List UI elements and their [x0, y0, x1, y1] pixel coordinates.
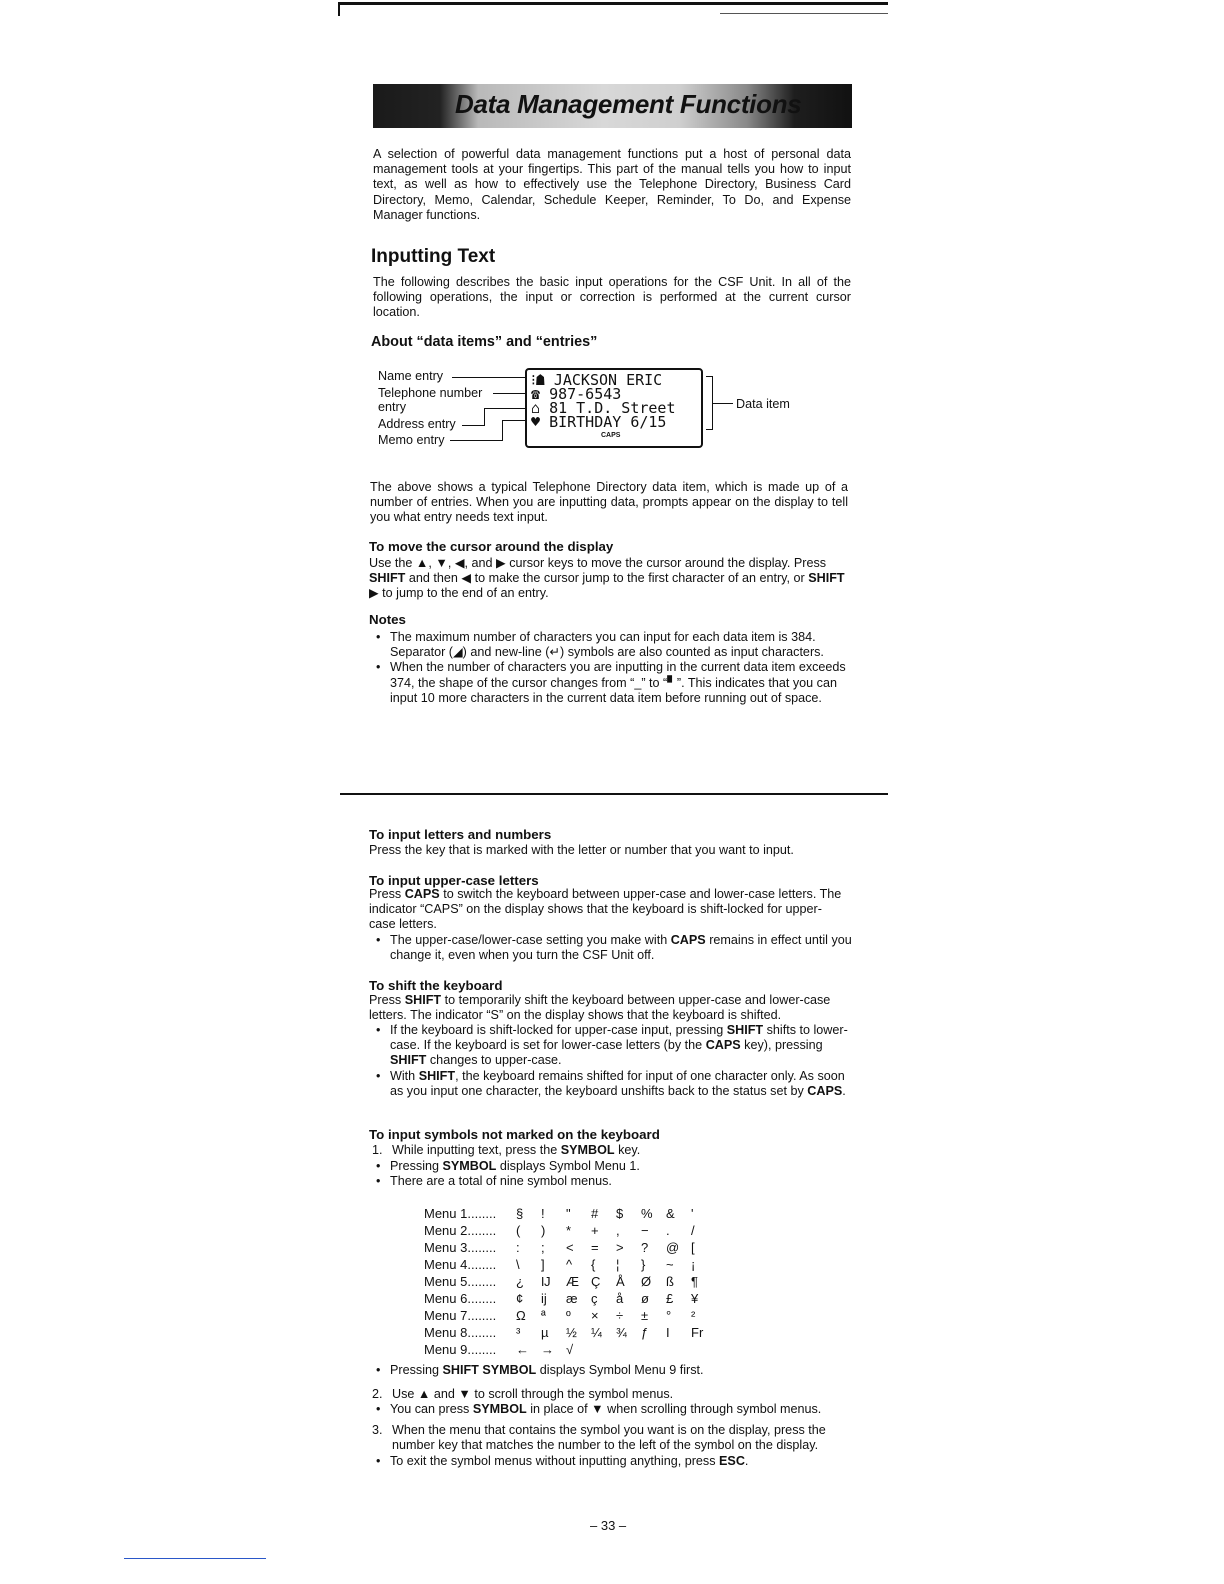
list-item: • Pressing SHIFT SYMBOL displays Symbol Menu 9 first. [372, 1363, 852, 1378]
name-icon: ⁝☗ [531, 371, 554, 389]
lcd-display [525, 368, 703, 448]
notes-list [372, 630, 850, 706]
symbols-list-3 [372, 1402, 852, 1417]
list-item: • To exit the symbol menus without inputting anything, press ESC. [372, 1454, 852, 1469]
shift-keyboard-list [372, 1023, 848, 1099]
address-leader-h [462, 425, 484, 426]
memo-leader-v [502, 420, 503, 441]
notes-heading: Notes [369, 612, 406, 627]
memo-leader-top [502, 420, 526, 421]
data-item-leader [713, 403, 733, 404]
table-row: Menu 3........ : ; < = > ? @ [ [424, 1240, 695, 1255]
top-rule-thin [720, 13, 888, 14]
name-leader [452, 377, 526, 378]
upper-case-list [372, 933, 852, 963]
name-entry-label: Name entry [378, 369, 444, 383]
house-icon: ⌂ [531, 399, 550, 417]
symbols-heading: To input symbols not marked on the keyboard [369, 1127, 660, 1142]
list-item: • There are a total of nine symbol menus. [372, 1174, 852, 1189]
list-item: • Pressing SYMBOL displays Symbol Menu 1. [372, 1159, 852, 1174]
table-row: Menu 1........ § ! " # $ % & ' [424, 1206, 694, 1221]
lcd-memo: BIRTHDAY 6/15 [549, 413, 667, 431]
page-number: – 33 – [590, 1518, 627, 1533]
list-item: • You can press SYMBOL in place of ▼ when scrolling through symbol menus. [372, 1402, 852, 1417]
address-entry-label: Address entry [378, 417, 456, 431]
inputting-text-body: The following describes the basic input operations for the CSF Unit. In all of the following operations, the input or correction is performed at the current cursor location. [373, 275, 851, 320]
symbols-step-2: 2. Use ▲ and ▼ to scroll through the symbol menus. [372, 1387, 674, 1401]
telephone-leader [493, 393, 526, 394]
list-item: • When the number of characters you are inputting in the current data item exceeds 374, the shape of the cursor changes from “_” to “▘”. This indicates that you can input 10 more characters in the current data item before running out of space. [372, 660, 850, 706]
lcd-name: JACKSON ERIC [553, 371, 663, 389]
top-rule-corner [338, 2, 340, 16]
letters-numbers-body: Press the key that is marked with the letter or number that you want to input. [369, 843, 794, 857]
address-leader-v [484, 408, 485, 426]
page-title: Data Management Functions [455, 89, 802, 119]
about-body: The above shows a typical Telephone Directory data item, which is made up of a number of entries. When you are inputting data, prompts appear on the display to tell you what entry needs text input. [370, 480, 848, 525]
telephone-entry-label-2: entry [378, 400, 406, 414]
memo-leader-h [450, 440, 502, 441]
table-row: Menu 2........ ( ) * + , − . / [424, 1223, 695, 1238]
data-item-bracket [706, 376, 713, 430]
data-item-label: Data item [736, 397, 790, 411]
inputting-text-heading: Inputting Text [371, 246, 496, 267]
heart-icon: ♥ [531, 413, 550, 431]
move-cursor-body: Use the ▲, ▼, ◀, and ▶ cursor keys to move the cursor around the display. Press SHIFT and then ◀ to make the cursor jump to the first character of an entry, or SHIFT ▶ to jump to the end of an entry. [369, 556, 845, 601]
section-banner [373, 84, 852, 128]
symbols-list-4 [372, 1454, 852, 1469]
upper-case-heading: To input upper-case letters [369, 873, 539, 888]
address-leader-top [484, 408, 526, 409]
about-heading: About “data items” and “entries” [371, 334, 598, 350]
table-row: Menu 7........ Ω ª º × ÷ ± ° ² [424, 1308, 696, 1323]
caps-indicator: CAPS [601, 432, 621, 439]
shift-keyboard-body: Press SHIFT to temporarily shift the keyboard between upper-case and lower-case letters. The indicator “S” on the display shows that the keyboard is shifted. [369, 993, 831, 1023]
intro-paragraph: A selection of powerful data management functions put a host of personal data management tools at your fingertips. This part of the manual tells you how to input text, as well as how to effectively use the Telephone Directory, Business Card Directory, Memo, Calendar, Schedule Keeper, Reminder, To Do, and Expense Manager functions. [373, 147, 851, 222]
symbol-menu-table [424, 1205, 716, 1358]
table-row: Menu 4........ \ ] ^ { ¦ } ~ ¡ [424, 1257, 696, 1272]
shift-keyboard-heading: To shift the keyboard [369, 978, 503, 993]
symbols-list-2 [372, 1363, 852, 1378]
table-row: Menu 8........ ³ µ ½ ¼ ¾ ƒ I Fr [424, 1325, 704, 1340]
upper-case-body: Press CAPS to switch the keyboard between upper-case and lower-case letters. The indicator “CAPS” on the display shows that the keyboard is shift-locked for upper-case letters. [369, 887, 842, 932]
telephone-icon: ☎ [531, 385, 550, 403]
table-row: Menu 5........ ¿ Ĳ Æ Ç Å Ø ß ¶ [424, 1274, 698, 1289]
list-item: • With SHIFT, the keyboard remains shifted for input of one character only. As soon as you input one character, the keyboard unshifts back to the status set by CAPS. [372, 1069, 848, 1099]
lcd-address: 81 T.D. Street [549, 399, 676, 417]
letters-numbers-heading: To input letters and numbers [369, 827, 552, 842]
symbols-list-1 [372, 1159, 852, 1189]
list-item: • If the keyboard is shift-locked for upper-case input, pressing SHIFT shifts to lower-case. If the keyboard is set for lower-case letters (by the CAPS key), pressing SHIFT changes to upper-case. [372, 1023, 848, 1069]
table-row: Menu 9........ ← → √ [424, 1342, 574, 1357]
memo-entry-label: Memo entry [378, 433, 445, 447]
section-divider [340, 793, 888, 795]
table-row: Menu 6........ ¢ ĳ æ ç å ø £ ¥ [424, 1291, 699, 1306]
list-item: • The maximum number of characters you can input for each data item is 384. Separator (◢) and new-line (↵) symbols are also counted as input characters. [372, 630, 850, 660]
list-item: • The upper-case/lower-case setting you make with CAPS remains in effect until you change it, even when you turn the CSF Unit off. [372, 933, 852, 963]
lcd-telephone: 987-6543 [549, 385, 622, 403]
footer-line [124, 1558, 266, 1559]
move-cursor-heading: To move the cursor around the display [369, 539, 614, 554]
symbols-step-3: 3. When the menu that contains the symbol you want is on the display, press the number key that matches the number to the left of the symbol on the display. [372, 1423, 826, 1453]
top-rule [338, 2, 888, 5]
symbols-step-1: 1. While inputting text, press the SYMBOL key. [372, 1143, 641, 1157]
telephone-entry-label-1: Telephone number [378, 386, 483, 400]
